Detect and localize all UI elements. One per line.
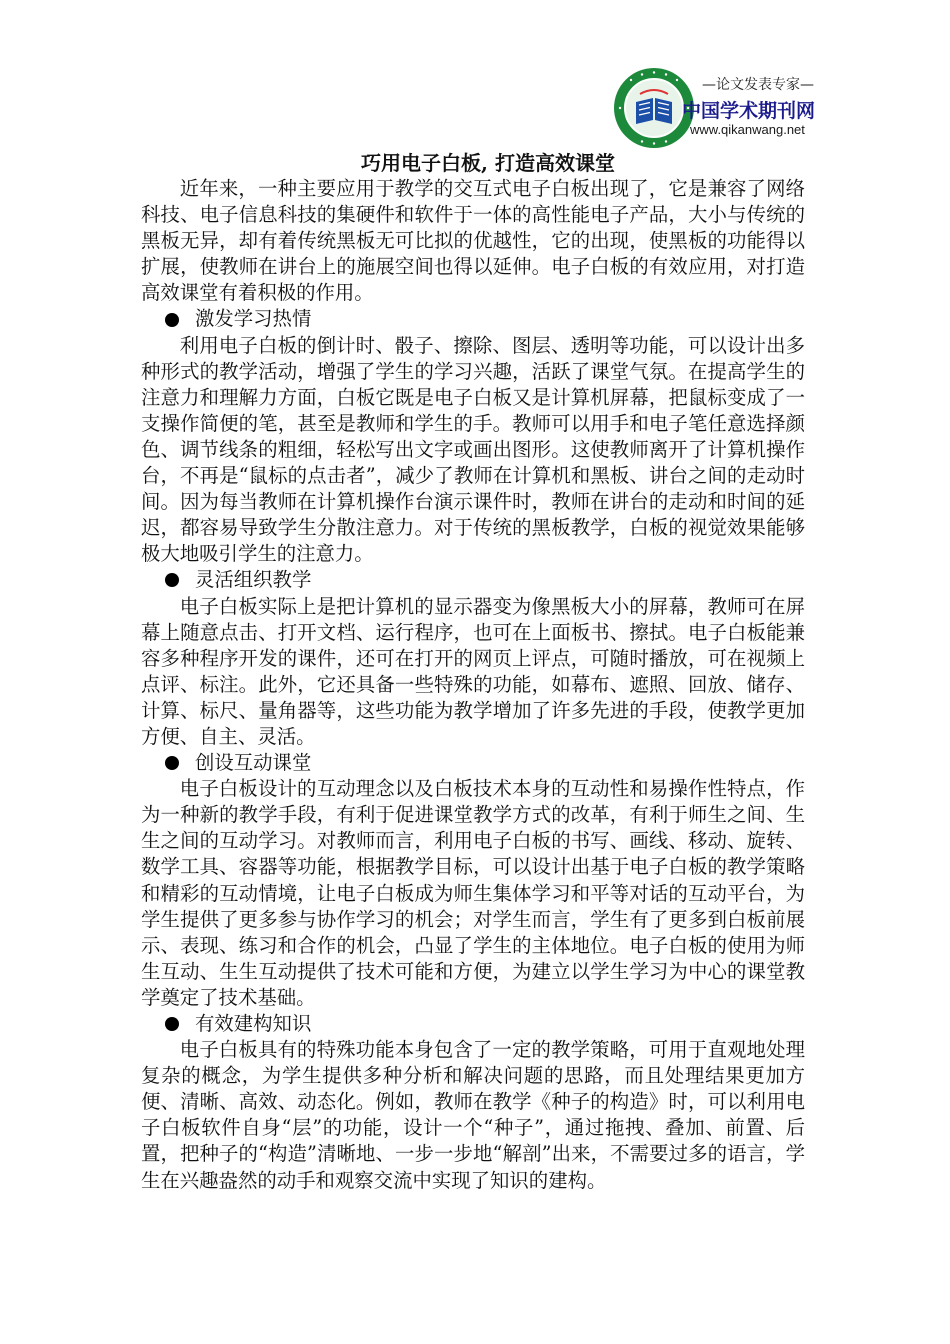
section-heading-text: 有效建构知识 bbox=[195, 1012, 312, 1035]
bullet-icon bbox=[165, 1017, 179, 1031]
section-heading bbox=[141, 750, 805, 776]
section-heading bbox=[141, 1011, 805, 1037]
article-title: 巧用电子白板, 打造高效课堂 bbox=[361, 151, 615, 175]
intro-paragraph: 近年来，一种主要应用于教学的交互式电子白板出现了，它是兼容了网络科技、电子信息科技的集硬件和软件于一体的高性能电子产品，大小与传统的黑板无异，却有着传统黑板无可比拟的优越性，它的出现，使黑板的功能得以扩展，使教师在讲台上的施展空间也得以延伸。电子白板的有效应用，对打造高效课堂有着积极的作用。 bbox=[141, 177, 805, 305]
site-logo bbox=[612, 66, 834, 150]
section-heading-text: 灵活组织教学 bbox=[195, 568, 312, 592]
section-heading-text: 激发学习热情 bbox=[195, 307, 312, 331]
bullet-icon bbox=[165, 573, 179, 587]
logo-tagline: —论文发表专家— bbox=[702, 77, 814, 93]
section-paragraph: 电子白板具有的特殊功能本身包含了一定的教学策略，可用于直观地处理复杂的概念，为学生提供多种分析和解决问题的思路，而且处理结果更加方便、清晰、高效、动态化。例如，教师在教学《种子的构造》时，可以利用电子白板软件自身“层”的功能，设计一个“种子”，通过拖拽、叠加、前置、后置，把种子的“构造”清晰地、一步一步地“解剖”出来，不需要过多的语言，学生在兴趣盎然的动手和观察交流中实现了知识的建构。 bbox=[141, 1038, 805, 1192]
bullet-icon bbox=[165, 756, 179, 770]
logo-url: www.qikanwang.net bbox=[690, 122, 805, 137]
section-heading bbox=[141, 567, 805, 593]
section-paragraph: 利用电子白板的倒计时、骰子、擦除、图层、透明等功能，可以设计出多种形式的教学活动，增强了学生的学习兴趣，活跃了课堂气氛。在提高学生的注意力和理解力方面，白板它既是电子白板又是计算机屏幕，把鼠标变成了一支操作简便的笔，甚至是教师和学生的手。教师可以用手和电子笔任意选择颜色、调节线条的粗细，轻松写出文字或画出图形。这使教师离开了计算机操作台，不再是“鼠标的点击者”，减少了教师在计算机和黑板、讲台之间的走动时间。因为每当教师在计算机操作台演示课件时，教师在讲台的走动和时间的延迟，都容易导致学生分散注意力。对于传统的黑板教学，白板的视觉效果能够极大地吸引学生的注意力。 bbox=[141, 333, 805, 566]
article bbox=[141, 150, 805, 1194]
section-heading-text: 创设互动课堂 bbox=[195, 751, 312, 775]
section-paragraph: 电子白板实际上是把计算机的显示器变为像黑板大小的屏幕，教师可在屏幕上随意点击、打开文档、运行程序，也可在上面板书、擦拭。电子白板能兼容多种程序开发的课件，还可在打开的网页上评点，可随时播放，可在视频上点评、标注。此外，它还具备一些特殊的功能，如幕布、遮照、回放、储存、计算、标尺、量角器等，这些功能为教学增加了许多先进的手段，使教学更加方便、自主、灵活。 bbox=[141, 594, 805, 748]
bullet-icon bbox=[165, 313, 179, 327]
logo-name: 中国学术期刊网 bbox=[682, 100, 816, 122]
section-heading bbox=[141, 306, 805, 332]
section-paragraph: 电子白板设计的互动理念以及白板技术本身的互动性和易操作性特点，作为一种新的教学手段，有利于促进课堂教学方式的改革，有利于师生之间、生生之间的互动学习。对教师而言，利用电子白板的书写、画线、移动、旋转、数学工具、容器等功能，根据教学目标，可以设计出基于电子白板的教学策略和精彩的互动情境，让电子白板成为师生集体学习和平等对话的互动平台，为学生提供了更多参与协作学习的机会；对学生而言，学生有了更多到白板前展示、表现、练习和合作的机会，凸显了学生的主体地位。电子白板的使用为师生互动、生生互动提供了技术可能和方便，为建立以学生学习为中心的课堂教学奠定了技术基础。 bbox=[141, 777, 805, 1009]
